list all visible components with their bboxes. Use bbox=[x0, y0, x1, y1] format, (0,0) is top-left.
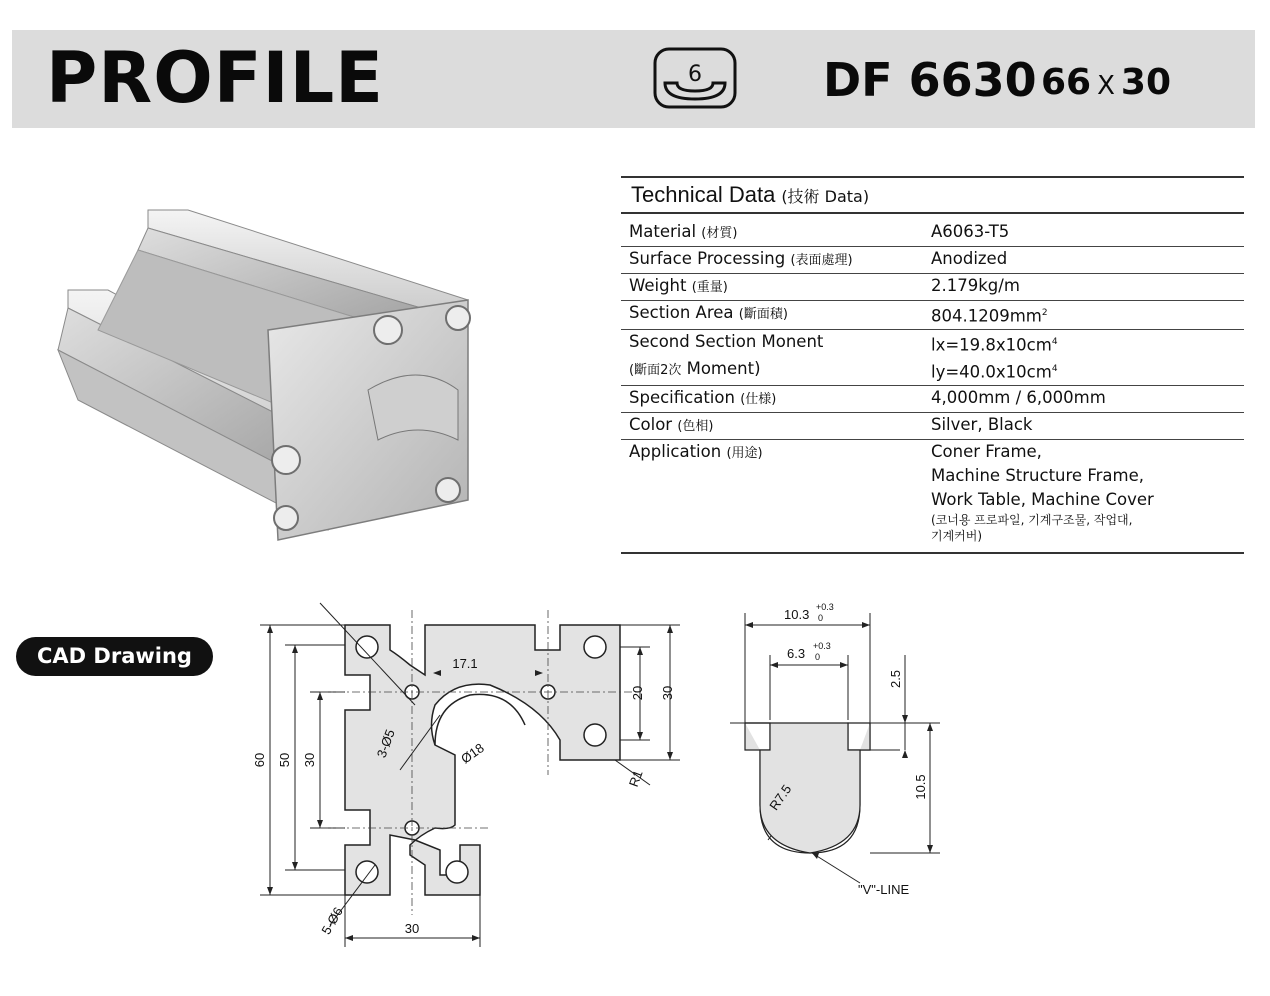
model-dim-separator: X bbox=[1097, 71, 1115, 101]
table-title bbox=[621, 178, 1244, 214]
row-label-text: Section Area bbox=[629, 303, 734, 322]
cad-slot-detail bbox=[720, 595, 960, 919]
row-value: Silver, Black bbox=[931, 414, 1033, 434]
row-value bbox=[930, 440, 1244, 544]
slot-width-inner-tol-bot: 0 bbox=[815, 652, 821, 662]
row-label bbox=[621, 301, 930, 329]
dim-20: 20 bbox=[630, 685, 645, 701]
dim-50: 50 bbox=[277, 752, 292, 768]
row-label-text: Second Section Monent bbox=[629, 331, 824, 351]
row-label bbox=[621, 357, 930, 385]
row-value: A6063-T5 bbox=[931, 222, 1010, 241]
slot-width-inner: 6.3 bbox=[787, 646, 806, 661]
technical-data-table bbox=[621, 176, 1244, 554]
row-value bbox=[930, 330, 1244, 358]
application-line: Machine Structure Frame, bbox=[931, 465, 1144, 485]
row-value bbox=[930, 301, 1244, 329]
application-line: Work Table, Machine Cover bbox=[931, 489, 1154, 509]
dim-30-left: 30 bbox=[302, 752, 317, 768]
dim-d18: Ø18 bbox=[458, 740, 487, 767]
model-code: DF 6630 bbox=[823, 53, 1037, 107]
profile-photo bbox=[38, 190, 478, 594]
dim-30-bottom: 30 bbox=[404, 921, 420, 936]
row-label-text: Material bbox=[629, 222, 697, 241]
dim-60: 60 bbox=[252, 752, 267, 768]
model-height: 30 bbox=[1120, 62, 1172, 103]
row-value-sup: 4 bbox=[1051, 336, 1058, 347]
row-label-sub: (材質) bbox=[701, 226, 738, 241]
table-row bbox=[621, 413, 1244, 440]
slot-width-outer-tol-top: +0.3 bbox=[816, 602, 834, 612]
row-label bbox=[621, 274, 930, 300]
row-value: Anodized bbox=[931, 249, 1008, 268]
row-label bbox=[621, 386, 930, 412]
slot-radius: R7.5 bbox=[766, 781, 795, 813]
row-label-sub: (色相) bbox=[677, 418, 714, 434]
row-value-sup: 2 bbox=[1041, 308, 1048, 318]
series-badge-number: 6 bbox=[688, 62, 702, 87]
dim-30-right: 30 bbox=[660, 685, 675, 701]
table-title-main: Technical Data bbox=[631, 182, 776, 207]
row-label-text: Weight bbox=[629, 276, 687, 295]
table-row bbox=[621, 274, 1244, 301]
row-label-text: Surface Processing bbox=[629, 249, 786, 268]
row-label-sub: (斷面積) bbox=[738, 307, 788, 322]
table-row bbox=[621, 440, 1244, 554]
row-label bbox=[621, 413, 930, 439]
row-label-text: Application bbox=[629, 441, 722, 461]
table-row bbox=[621, 386, 1244, 413]
row-label-text: Moment) bbox=[686, 359, 761, 378]
dim-3-d5: 3-Ø5 bbox=[373, 727, 398, 760]
row-label bbox=[621, 440, 930, 544]
v-line-label: "V"-LINE bbox=[858, 882, 910, 897]
header-bar bbox=[12, 30, 1255, 128]
model-width: 66 bbox=[1041, 62, 1092, 103]
table-row bbox=[621, 247, 1244, 274]
row-label-sub: (用途) bbox=[726, 445, 763, 461]
row-label-sub: (斷面2次 bbox=[629, 363, 682, 378]
table-row bbox=[621, 220, 1244, 247]
row-value: 2.179kg/m bbox=[931, 276, 1020, 295]
row-value-text: ly=40.0x10cm bbox=[931, 362, 1052, 382]
row-label-text: Specification bbox=[629, 387, 735, 407]
application-note: (코너용 프로파일, 기계구조물, 작업대, bbox=[931, 512, 1133, 527]
slot-height-2-5: 2.5 bbox=[888, 669, 903, 689]
slot-width-outer: 10.3 bbox=[784, 607, 810, 622]
model-dimensions bbox=[1041, 60, 1171, 109]
dim-5-d6: 5-Ø6 bbox=[318, 904, 346, 938]
row-value: 4,000mm / 6,000mm bbox=[931, 387, 1106, 407]
row-value-text: lx=19.8x10cm bbox=[931, 335, 1052, 354]
series-badge-icon bbox=[653, 47, 737, 115]
row-value-text: 804.1209mm bbox=[931, 306, 1042, 326]
row-value-sup: 4 bbox=[1051, 364, 1058, 374]
table-row bbox=[621, 357, 1244, 386]
row-label bbox=[621, 330, 930, 358]
cad-drawing-label: CAD Drawing bbox=[16, 637, 213, 676]
application-line: Coner Frame, bbox=[931, 441, 1042, 461]
application-note: 기계커버) bbox=[931, 528, 983, 543]
dim-r1: R1 bbox=[625, 768, 646, 789]
row-value bbox=[930, 357, 1244, 385]
table-row bbox=[621, 301, 1244, 330]
row-label bbox=[621, 247, 930, 273]
table-row bbox=[621, 330, 1244, 358]
table-title-sub: (技術 Data) bbox=[781, 186, 870, 206]
row-label-sub: (仕様) bbox=[740, 391, 777, 407]
slot-width-outer-tol-bot: 0 bbox=[818, 613, 824, 623]
page-title: PROFILE bbox=[46, 37, 384, 119]
row-label-text: Color bbox=[629, 414, 673, 434]
row-label bbox=[621, 220, 930, 246]
row-label-sub: (表面處理) bbox=[790, 253, 853, 268]
dim-17-1: 17.1 bbox=[452, 656, 478, 671]
slot-width-inner-tol-top: +0.3 bbox=[813, 641, 831, 651]
row-label-sub: (重量) bbox=[691, 280, 728, 295]
slot-height-10-5: 10.5 bbox=[913, 774, 928, 800]
cad-profile-drawing bbox=[240, 595, 700, 959]
